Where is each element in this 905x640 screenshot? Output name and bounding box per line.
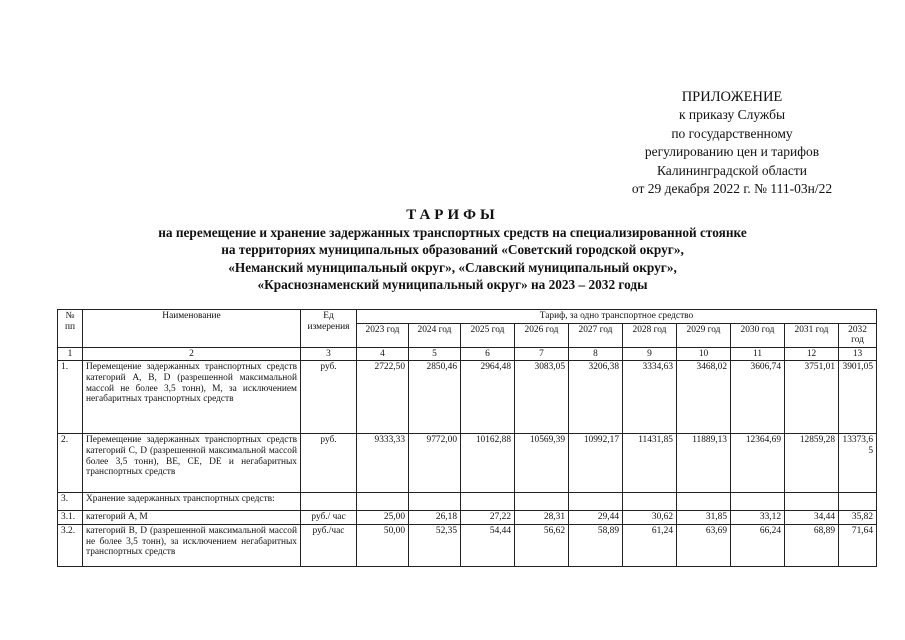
column-number: 11 [731,347,785,361]
heading-line-2: на территориях муниципальных образований «Советский городской округ», [221,242,684,258]
row-name: Перемещение задержанных транспортных средств категорий C, D (разрешенной максимальной массой более 3,5 тонн), BE, CE, DE и негабаритных транспортных средств [83,434,301,493]
header-year: 2029 год [677,323,731,347]
header-year: 2031 год [785,323,839,347]
appendix-region: Калининградской области [656,162,808,178]
row-unit: руб. [301,434,357,493]
header-year: 2026 год [515,323,569,347]
appendix-block [602,88,862,198]
appendix-date-number: от 29 декабря 2022 г. № 111-03н/22 [631,181,833,197]
tariff-value: 11889,13 [677,434,731,493]
tariff-value: 33,12 [731,511,785,525]
tariff-value: 71,64 [839,524,877,566]
tariff-value [785,493,839,511]
header-year: 2027 год [569,323,623,347]
tariff-value: 3334,63 [623,361,677,434]
tariff-value: 25,00 [357,511,409,525]
tariff-value: 2964,48 [461,361,515,434]
tariff-value [677,493,731,511]
tariff-value: 34,44 [785,511,839,525]
heading-line-3: «Неманский муниципальный округ», «Славский муниципальный округ», [228,259,677,275]
header-tariff: Тариф, за одно транспортное средство [357,310,877,324]
appendix-agency-line1: по государственному [671,125,793,141]
tariff-value: 10569,39 [515,434,569,493]
tariff-value: 3751,01 [785,361,839,434]
tariff-value: 52,35 [409,524,461,566]
row-name: Перемещение задержанных транспортных средств категорий A, B, D (разрешенной максимальной массой не более 3,5 тонн), M, за исключением негабаритных транспортных средств [83,361,301,434]
tariff-value [515,493,569,511]
column-number: 4 [357,347,409,361]
column-number: 6 [461,347,515,361]
tariff-table [57,309,877,567]
tariff-value: 3901,05 [839,361,877,434]
tariff-value: 2722,50 [357,361,409,434]
column-number: 1 [58,347,83,361]
column-number: 13 [839,347,877,361]
tariff-value: 68,89 [785,524,839,566]
row-unit [301,493,357,511]
row-number: 2. [58,434,83,493]
tariff-value [357,493,409,511]
column-number: 8 [569,347,623,361]
table-row [58,434,877,493]
row-name: Хранение задержанных транспортных средств: [83,493,301,511]
tariff-value: 3206,38 [569,361,623,434]
column-number: 2 [83,347,301,361]
header-year: 2030 год [731,323,785,347]
tariff-value: 11431,85 [623,434,677,493]
table-row [58,511,877,525]
tariff-value [731,493,785,511]
tariff-value: 58,89 [569,524,623,566]
tariff-value: 50,00 [357,524,409,566]
row-number: 1. [58,361,83,434]
header-year: 2025 год [461,323,515,347]
tariff-value: 26,18 [409,511,461,525]
tariff-value: 10162,88 [461,434,515,493]
tariff-value: 31,85 [677,511,731,525]
tariff-value [409,493,461,511]
header-year: 2028 год [623,323,677,347]
tariff-value [569,493,623,511]
row-name: категорий A, M [83,511,301,525]
header-year: 2032 год [839,323,877,347]
document-title: ТАРИФЫ [406,207,499,223]
appendix-order-ref: к приказу Службы [678,107,786,123]
tariff-value: 3468,02 [677,361,731,434]
tariff-value [839,493,877,511]
header-unit: Ед измерения [301,310,357,348]
tariff-value: 3083,05 [515,361,569,434]
row-number: 3.1. [58,511,83,525]
tariff-value [623,493,677,511]
tariff-value [461,493,515,511]
tariff-value: 54,44 [461,524,515,566]
heading-line-4: «Краснознаменский муниципальный округ» на 2023 – 2032 годы [257,277,648,293]
table-row [58,493,877,511]
tariff-value: 3606,74 [731,361,785,434]
tariff-value: 10992,17 [569,434,623,493]
column-number: 5 [409,347,461,361]
tariff-value: 2850,46 [409,361,461,434]
header-year: 2024 год [409,323,461,347]
appendix-label: ПРИЛОЖЕНИЕ [681,89,783,105]
appendix-agency-line2: регулированию цен и тарифов [644,144,820,160]
tariff-value: 63,69 [677,524,731,566]
tariff-value: 13373,65 [839,434,877,493]
tariff-value: 12364,69 [731,434,785,493]
table-row [58,361,877,434]
header-row-top [58,310,877,324]
tariff-value: 35,82 [839,511,877,525]
tariff-value: 61,24 [623,524,677,566]
table-row [58,524,877,566]
column-number-row [58,347,877,361]
tariff-value: 9333,33 [357,434,409,493]
row-number: 3. [58,493,83,511]
header-name: Наименование [83,310,301,348]
row-unit: руб. [301,361,357,434]
heading-line-1: на перемещение и хранение задержанных транспортных средств на специализированной стоянке [158,225,747,240]
row-number: 3.2. [58,524,83,566]
row-name: категорий B, D (разрешенной максимальной массой не более 3,5 тонн), за исключением негабаритных транспортных средств [83,524,301,566]
row-unit: руб./ час [301,511,357,525]
tariff-value: 29,44 [569,511,623,525]
tariff-value: 28,31 [515,511,569,525]
tariff-value: 9772,00 [409,434,461,493]
header-no: № пп [58,310,83,348]
tariff-value: 12859,28 [785,434,839,493]
row-unit: руб./час [301,524,357,566]
column-number: 7 [515,347,569,361]
tariff-value: 66,24 [731,524,785,566]
column-number: 9 [623,347,677,361]
header-year: 2023 год [357,323,409,347]
document-heading [0,207,905,294]
tariff-value: 56,62 [515,524,569,566]
tariff-value: 27,22 [461,511,515,525]
column-number: 3 [301,347,357,361]
column-number: 12 [785,347,839,361]
tariff-value: 30,62 [623,511,677,525]
column-number: 10 [677,347,731,361]
